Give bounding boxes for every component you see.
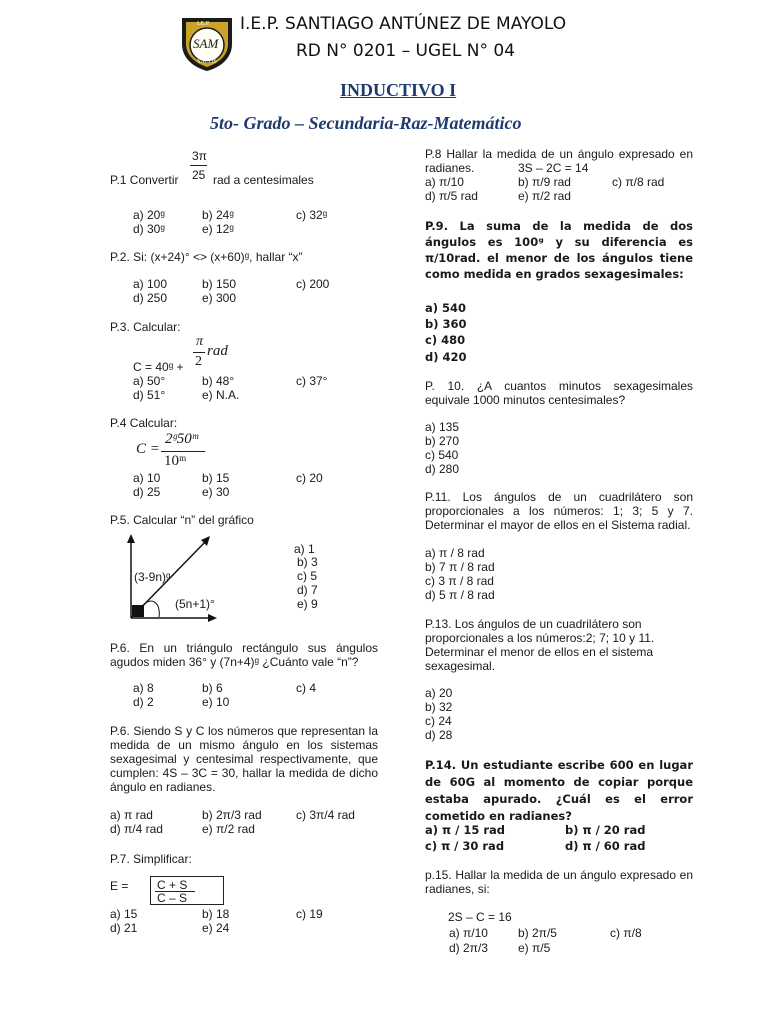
- p2-opt-c: c) 200: [296, 277, 330, 291]
- p5-question: P.5. Calcular “n” del gráfico: [110, 513, 254, 527]
- p6b-opt-d: d) π/4 rad: [110, 822, 163, 836]
- p8-equation: 3S – 2C = 14: [518, 161, 589, 175]
- p8-opt-c: c) π/8 rad: [612, 175, 665, 189]
- p3-frac-num: π: [196, 334, 204, 349]
- p2-opt-d: d) 250: [133, 291, 168, 305]
- p9-opt-b: b) 360: [425, 317, 467, 331]
- p1-opt-a: a) 20ᵍ: [133, 208, 165, 222]
- p7-opt-b: b) 18: [202, 907, 230, 921]
- p15-opt-e: e) π/5: [518, 941, 551, 955]
- p3-opt-b: b) 48°: [202, 374, 235, 388]
- p2-opt-b: b) 150: [202, 277, 237, 291]
- p8-opt-d: d) π/5 rad: [425, 189, 478, 203]
- p8-question: P.8 Hallar la medida de un ángulo expresado en radianes.: [425, 147, 693, 175]
- p4-frac-bar: [161, 451, 205, 452]
- school-name: I.E.P. SANTIAGO ANTÚNEZ DE MAYOLO: [240, 14, 567, 34]
- p15-question: p.15. Hallar la medida de un ángulo expresado en radianes, si:: [425, 868, 693, 896]
- p2-opt-e: e) 300: [202, 291, 237, 305]
- p7-num: C + S: [157, 878, 188, 892]
- p11-opt-c: c) 3 π / 8 rad: [425, 574, 494, 588]
- right-angle-marker: [132, 605, 144, 617]
- resolution-number: RD N° 0201 – UGEL N° 04: [296, 41, 515, 61]
- p9-question: P.9. La suma de la medida de dos ángulos es 100ᵍ y su diferencia es π/10rad. el menor de los ángulos tiene como medida en grados sexagesimales:: [425, 219, 693, 281]
- logo-bottom-text: YACOS: [197, 59, 217, 65]
- p10-opt-a: a) 135: [425, 420, 460, 434]
- logo-top-text: I.E.P.: [197, 21, 210, 27]
- p8-opt-b: b) π/9 rad: [518, 175, 571, 189]
- p8-opt-e: e) π/2 rad: [518, 189, 571, 203]
- page-title: INDUCTIVO I: [340, 80, 457, 100]
- p1-opt-e: e) 12ᵍ: [202, 222, 234, 236]
- p3-opt-c: c) 37°: [296, 374, 328, 388]
- p14-opt-c: c) π / 30 rad: [425, 839, 505, 853]
- p15-opt-b: b) 2π/5: [518, 926, 557, 940]
- p6b-opt-c: c) 3π/4 rad: [296, 808, 355, 822]
- p1-frac-bar: [190, 165, 207, 166]
- p14-opt-a: a) π / 15 rad: [425, 823, 505, 837]
- p4-den: 10ᵐ: [164, 453, 187, 469]
- p13-opt-c: c) 24: [425, 714, 452, 728]
- p6a-question: P.6. En un triángulo rectángulo sus ángulos agudos miden 36° y (7n+4)ᵍ ¿Cuánto vale “n”?: [110, 641, 378, 669]
- p2-question: P.2. Si: (x+24)° <> (x+60)ᵍ, hallar “x”: [110, 250, 303, 264]
- p13-opt-d: d) 28: [425, 728, 453, 742]
- p14-opt-d: d) π / 60 rad: [565, 839, 646, 853]
- p3-frac-bar: [193, 352, 205, 353]
- p13-opt-a: a) 20: [425, 686, 453, 700]
- p6b-opt-e: e) π/2 rad: [202, 822, 255, 836]
- p11-opt-b: b) 7 π / 8 rad: [425, 560, 495, 574]
- horizontal-arrowhead-icon: [208, 614, 217, 622]
- school-logo: [178, 14, 236, 72]
- p6b-opt-a: a) π rad: [110, 808, 153, 822]
- p1-frac-num: 3π: [192, 149, 207, 163]
- p2-opt-a: a) 100: [133, 277, 168, 291]
- p14-opt-b: b) π / 20 rad: [565, 823, 646, 837]
- p7-den: C – S: [157, 891, 188, 905]
- p6a-opt-e: e) 10: [202, 695, 230, 709]
- p15-opt-d: d) 2π/3: [449, 941, 488, 955]
- p5-angle-label-1: (3-9n)ᵍ: [134, 570, 171, 584]
- p1-opt-c: c) 32ᵍ: [296, 208, 328, 222]
- p4-opt-c: c) 20: [296, 471, 323, 485]
- p1-opt-d: d) 30ᵍ: [133, 222, 165, 236]
- p4-opt-b: b) 15: [202, 471, 230, 485]
- p4-opt-e: e) 30: [202, 485, 230, 499]
- p7-opt-c: c) 19: [296, 907, 323, 921]
- p14-question: P.14. Un estudiante escribe 600 en lugar de 60G al momento de copiar porque estaba apurado. ¿Cuál es el error cometido en radianes?: [425, 758, 693, 823]
- p9-opt-d: d) 420: [425, 350, 467, 364]
- p11-question: P.11. Los ángulos de un cuadrilátero son proporcionales a los números: 1; 3; 5 y 7. Determinar el mayor de ellos en el Sistema radial.: [425, 490, 693, 532]
- page-subtitle: 5to- Grado – Secundaria-Raz-Matemático: [210, 113, 522, 133]
- p8-opt-a: a) π/10: [425, 175, 464, 189]
- p4-question: P.4 Calcular:: [110, 416, 178, 430]
- p6a-opt-d: d) 2: [133, 695, 154, 709]
- p4-opt-d: d) 25: [133, 485, 161, 499]
- p6a-opt-b: b) 6: [202, 681, 223, 695]
- p4-lhs: C =: [136, 441, 160, 457]
- p4-num: 2ᵍ50ᵐ: [165, 431, 199, 447]
- p7-opt-e: e) 24: [202, 921, 230, 935]
- p6a-opt-c: c) 4: [296, 681, 317, 695]
- p5-opt-c: c) 5: [297, 569, 318, 583]
- p7-question: P.7. Simplificar:: [110, 852, 192, 866]
- p3-opt-d: d) 51°: [133, 388, 166, 402]
- p7-opt-a: a) 15: [110, 907, 138, 921]
- p3-frac-den: 2: [195, 354, 202, 369]
- p13-opt-b: b) 32: [425, 700, 453, 714]
- p11-opt-a: a) π / 8 rad: [425, 546, 485, 560]
- p1-question-tail: rad a centesimales: [213, 173, 314, 187]
- p10-opt-d: d) 280: [425, 462, 460, 476]
- logo-monogram: SAM: [193, 36, 219, 51]
- p15-equation: 2S – C = 16: [448, 910, 512, 924]
- p5-opt-b: b) 3: [297, 555, 318, 569]
- p1-frac-den: 25: [192, 168, 206, 182]
- p13-question: P.13. Los ángulos de un cuadrilátero son proporcionales a los números:2; 7; 10 y 11. Determinar el menor de ellos en el sistema sexagesimal.: [425, 617, 655, 673]
- p3-rad: rad: [207, 343, 228, 359]
- p6a-opt-a: a) 8: [133, 681, 154, 695]
- p3-opt-a: a) 50°: [133, 374, 166, 388]
- p15-opt-c: c) π/8: [610, 926, 642, 940]
- p10-opt-b: b) 270: [425, 434, 460, 448]
- p6b-opt-b: b) 2π/3 rad: [202, 808, 262, 822]
- p15-opt-a: a) π/10: [449, 926, 488, 940]
- p5-opt-a: a) 1: [294, 542, 315, 556]
- vertical-arrowhead-icon: [127, 534, 135, 543]
- p3-question: P.3. Calcular:: [110, 320, 181, 334]
- p10-question: P. 10. ¿A cuantos minutos sexagesimales equivale 1000 minutos centesimales?: [425, 379, 693, 407]
- p7-lhs: E =: [110, 879, 129, 893]
- p11-opt-d: d) 5 π / 8 rad: [425, 588, 495, 602]
- p1-opt-b: b) 24ᵍ: [202, 208, 234, 222]
- p9-opt-c: c) 480: [425, 333, 466, 347]
- p6b-question: P.6. Siendo S y C los números que representan la medida de un mismo ángulo en los sistemas sexagesimal y centesimal respectivamente, que cumplen: 4S – 3C = 30, hallar la medida de dicho ángulo en radianes.: [110, 724, 378, 794]
- p3-opt-e: e) N.A.: [202, 388, 240, 402]
- p1-question: P.1 Convertir: [110, 173, 179, 187]
- p4-opt-a: a) 10: [133, 471, 161, 485]
- p3-expr: C = 40ᵍ +: [133, 360, 184, 374]
- p5-opt-e: e) 9: [297, 597, 318, 611]
- p5-opt-d: d) 7: [297, 583, 318, 597]
- p7-opt-d: d) 21: [110, 921, 138, 935]
- p10-opt-c: c) 540: [425, 448, 459, 462]
- p5-angle-label-2: (5n+1)°: [175, 597, 215, 611]
- p9-opt-a: a) 540: [425, 301, 467, 315]
